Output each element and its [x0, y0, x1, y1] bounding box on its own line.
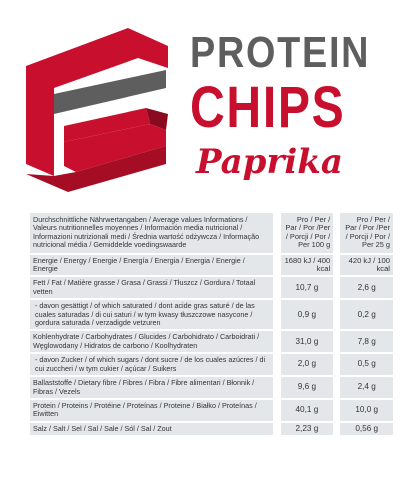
- row-label: Protein / Proteins / Protéine / Proteínas / Proteine / Białko / Proteínas / Eiwitten: [30, 400, 273, 421]
- row-value-25g: 7,8 g: [340, 331, 393, 352]
- table-row: [30, 354, 393, 375]
- row-value-25g: 0,2 g: [340, 300, 393, 329]
- row-value-25g: 420 kJ / 100 kcal: [340, 255, 393, 276]
- row-value-25g: 10,0 g: [340, 400, 393, 421]
- row-label: - davon Zucker / of which sugars / dont sucre / de los cuales azúcres / di cui zuccheri / w tym cukier / açúcar / Suikers: [30, 354, 273, 375]
- table-row: [30, 423, 393, 435]
- table-row: [30, 277, 393, 298]
- row-label: Kohlenhydrate / Carbohydrates / Glucides / Carbohidrato / Carboidrati / Węglowodany / Hidratos de carbono / Koolhydraten: [30, 331, 273, 352]
- row-value-25g: 0,56 g: [340, 423, 393, 435]
- row-value-100g: 0,9 g: [281, 300, 334, 329]
- row-label: - davon gesättigt / of which saturated / dont acide gras saturé / de las cuales saturadas / di cui saturi / w tym kwasy tłuszczowe nasycone / gordura saturada / verzadigde vetzuren: [30, 300, 273, 329]
- row-label: Fett / Fat / Matière grasse / Grasa / Grassi / Tłuszcz / Gordura / Totaal vetten: [30, 277, 273, 298]
- product-header: [0, 0, 417, 205]
- table-row: [30, 255, 393, 276]
- row-value-25g: 0,5 g: [340, 354, 393, 375]
- nutrition-table: [30, 211, 393, 437]
- brand-logo-icon: [16, 24, 178, 194]
- row-value-100g: 31,0 g: [281, 331, 334, 352]
- product-name-line1: PROTEIN: [190, 28, 371, 77]
- row-value-100g: 9,6 g: [281, 377, 334, 398]
- row-value-100g: 40,1 g: [281, 400, 334, 421]
- header-per-100g: Pro / Per / Par / Por /Per / Porcji / Por / Per 100 g: [281, 213, 334, 253]
- table-row: [30, 377, 393, 398]
- row-value-100g: 2,0 g: [281, 354, 334, 375]
- row-value-100g: 2,23 g: [281, 423, 334, 435]
- row-value-100g: 1680 kJ / 400 kcal: [281, 255, 334, 276]
- row-value-25g: 2,6 g: [340, 277, 393, 298]
- row-value-100g: 10,7 g: [281, 277, 334, 298]
- row-value-25g: 2,4 g: [340, 377, 393, 398]
- row-label: Salz / Salt / Sel / Sal / Sale / Sól / Sal / Zout: [30, 423, 273, 435]
- header-label: Durchschnittliche Nährwertangaben / Average values Informations / Valeurs nutritionnelles moyennes / Información media nutricional / Informazioni nutrizionali medi / Średnia wartość odżywcza / Informação nutricional média / Gemiddelde voedingswaarde: [30, 213, 273, 253]
- row-label: Ballaststoffe / Dietary fibre / Fibres / Fibra / Fibre alimentari / Błonnik / Fibras / Vezels: [30, 377, 273, 398]
- row-label: Energie / Energy / Energie / Energía / Energia / Energia / Energie / Energie: [30, 255, 273, 276]
- table-row: [30, 300, 393, 329]
- product-flavor: Paprika: [196, 142, 343, 182]
- header-per-25g: Pro / Per / Par / Por /Per / Porcji / Por / Per 25 g: [340, 213, 393, 253]
- table-header-row: [30, 213, 393, 253]
- table-row: [30, 331, 393, 352]
- product-name-line2: CHIPS: [190, 75, 346, 140]
- table-row: [30, 400, 393, 421]
